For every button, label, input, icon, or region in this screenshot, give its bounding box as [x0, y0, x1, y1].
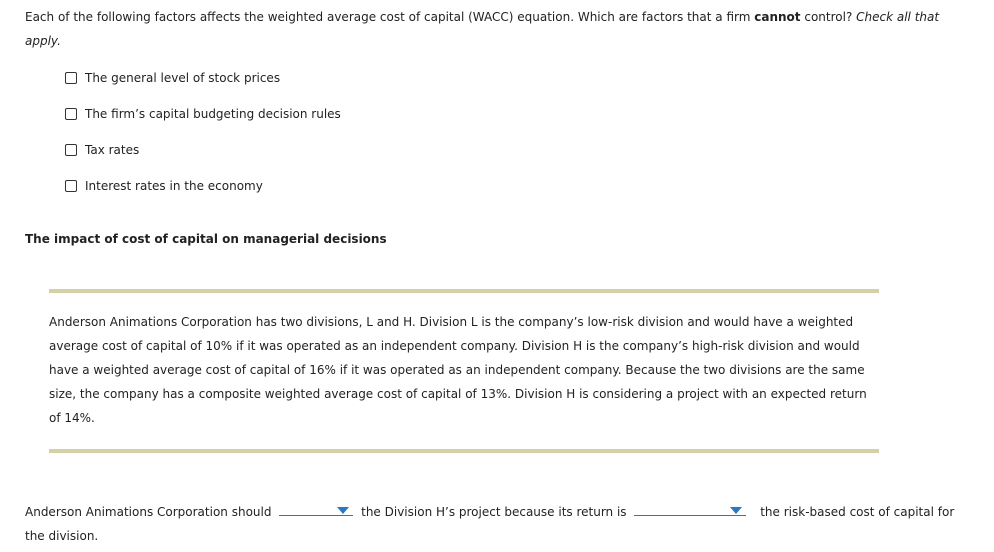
option-interest-rates[interactable]	[65, 178, 263, 194]
answer-prefix: Anderson Animations Corporation should	[25, 505, 272, 519]
option-label: Tax rates	[85, 143, 140, 157]
answer-middle: the Division H’s project because its return is	[361, 505, 627, 519]
dropdown-arrow-icon[interactable]	[337, 507, 349, 514]
checkbox-icon[interactable]	[65, 180, 77, 192]
answer-suffix: the risk-based cost of capital for the division.	[25, 505, 955, 543]
question-instruction: Check all that apply.	[25, 10, 940, 48]
question-emphasis: cannot	[754, 10, 801, 24]
option-label: The firm’s capital budgeting decision rules	[85, 107, 341, 121]
passage-top-rule	[49, 289, 879, 293]
checkbox-icon[interactable]	[65, 108, 77, 120]
checkbox-icon[interactable]	[65, 72, 77, 84]
decision-dropdown[interactable]	[279, 501, 353, 516]
option-capital-budgeting[interactable]	[65, 106, 341, 122]
section-title: The impact of cost of capital on managerial decisions	[25, 232, 387, 246]
option-label: Interest rates in the economy	[85, 179, 263, 193]
answer-sentence	[25, 500, 965, 548]
option-stock-prices[interactable]	[65, 70, 280, 86]
passage-bottom-rule	[49, 449, 879, 453]
dropdown-arrow-icon[interactable]	[730, 507, 742, 514]
option-tax-rates[interactable]	[65, 142, 139, 158]
question-part2: control?	[800, 10, 857, 24]
question-text	[25, 5, 965, 53]
option-label: The general level of stock prices	[85, 71, 281, 85]
checkbox-icon[interactable]	[65, 144, 77, 156]
question-part1: Each of the following factors affects the weighted average cost of capital (WACC) equation. Which are factors that a firm	[25, 10, 755, 24]
comparison-dropdown[interactable]	[634, 501, 746, 516]
passage-text: Anderson Animations Corporation has two divisions, L and H. Division L is the company’s low-risk division and would have a weighted average cost of capital of 10% if it was operated as an independent company. Division H is the company’s high-risk division and would have a weighted average cost of capital of 16% if it was operated as an independent company. Because the two divisions are the same size, the company has a composite weighted average cost of capital of 13%. Division H is considering a project with an expected return of 14%.	[49, 315, 867, 425]
